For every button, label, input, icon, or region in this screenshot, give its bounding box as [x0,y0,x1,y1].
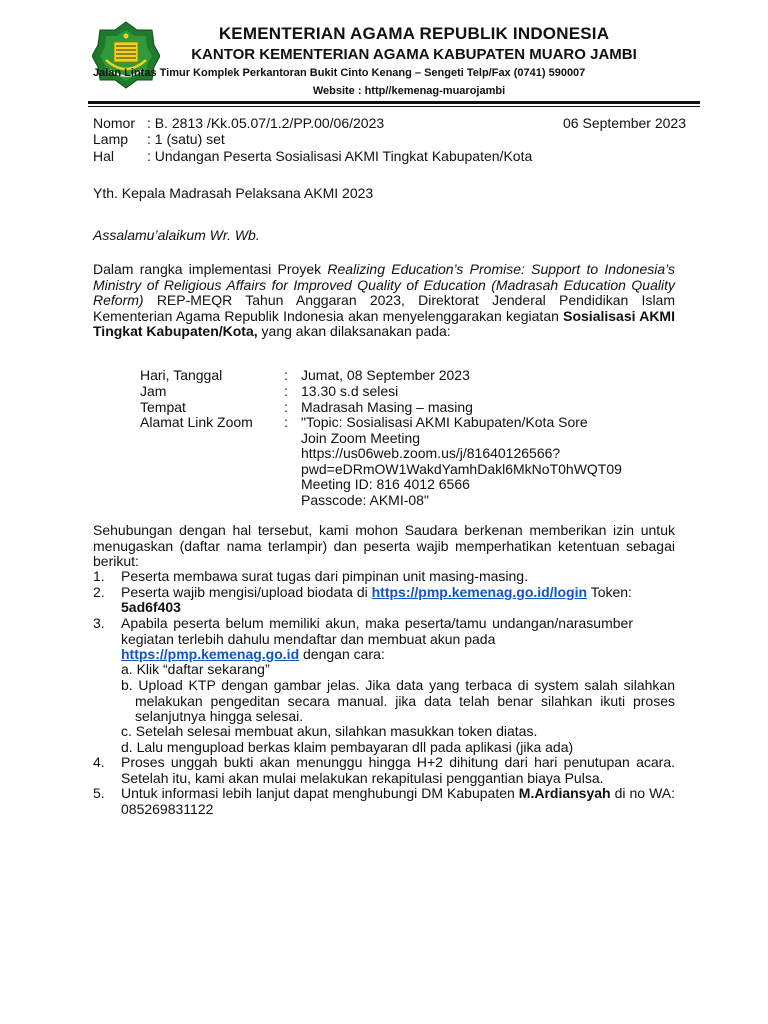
intro-event-name: Sosialisasi AKMI Tingkat Kabupaten/Kota, [93,307,675,340]
schedule-value-day: Jumat, 08 September 2023 [301,367,470,383]
list-number: 4. [93,754,105,770]
letterhead-address: Jalan Lintas Timur Komplek Perkantoran Bukit Cinto Kenang – Sengeti Telp/Fax (0741) 590007 [93,67,586,79]
list-item-4: Proses unggah bukti akan menunggu hingga H+2 dihitung dari hari penutupan acara. Setelah itu, kami akan mulai melakukan rekapitulasi penggantian biaya Pulsa. [121,754,675,786]
letter-date: 06 September 2023 [563,115,686,131]
schedule-sep-day: : [284,367,288,383]
intro-text-2: REP-MEQR Tahun Anggaran 2023, Direktorat Jenderal Pendidikan Islam Kementerian Agama Republik Indonesia akan menyelenggarakan kegiatan [93,292,675,324]
zoom-line[interactable]: https://us06web.zoom.us/j/81640126566? [301,445,561,461]
sub-item-a: a. Klik “daftar sekarang” [121,661,270,677]
list-item-1: Peserta membawa surat tugas dari pimpinan unit masing-masing. [121,568,528,584]
letterhead-website: Website : http//kemenag-muarojambi [312,85,506,97]
token-value: 5ad6f403 [121,599,181,615]
contact-name: M.Ardiansyah [518,785,611,801]
recipient: Yth. Kepala Madrasah Pelaksana AKMI 2023 [93,185,374,201]
list-item-2-text: Peserta wajib mengisi/upload biodata di [121,584,372,600]
schedule-label-day: Hari, Tanggal [140,367,223,383]
schedule-value-time: 13.30 s.d selesi [301,383,399,399]
lamp-value: : 1 (satu) set [147,131,225,147]
list-number: 5. [93,785,105,801]
pmp-login-link[interactable]: https://pmp.kemenag.go.id/login [371,584,588,600]
letterhead-rule-thin [88,106,700,107]
hal-value: : Undangan Peserta Sosialisasi AKMI Tingkat Kabupaten/Kota [147,148,533,164]
hal-label: Hal [93,148,115,164]
nomor-value: : B. 2813 /Kk.05.07/1.2/PP.00/06/2023 [147,115,385,131]
schedule-value-place: Madrasah Masing – masing [301,399,473,415]
list-item-2-token-label: Token: [587,584,632,600]
list-item-5-phone: di no WA: 085269831122 [121,785,675,817]
list-item-3: Apabila peserta belum memiliki akun, maka peserta/tamu undangan/narasumber kegiatan terlebih dahulu mendaftar dan membuat akun pada [121,615,633,647]
sub-item-b: b. Upload KTP dengan gambar jelas. Jika data yang terbaca di system salah silahkan melakukan pengeditan secara manual. jika data telah benar silahkan ikuti proses selanjutnya hingga selesai. [121,677,675,725]
sub-item-c: c. Setelah selesai membuat akun, silahkan masukkan token diatas. [121,723,538,739]
list-item-3-method: dengan cara: [299,646,385,662]
schedule-sep-place: : [284,399,288,415]
sub-item-d: d. Lalu mengupload berkas klaim pembayaran dll pada aplikasi (jika ada) [121,739,574,755]
body-paragraph-2: Sehubungan dengan hal tersebut, kami mohon Saudara berkenan memberikan izin untuk menugaskan (daftar nama terlampir) dan peserta wajib memperhatikan ketentuan sebagai berikut: [93,522,675,570]
intro-text-3: yang akan dilaksanakan pada: [257,323,451,340]
pmp-home-link[interactable]: https://pmp.kemenag.go.id [121,646,300,662]
list-item-5 [121,786,675,817]
letterhead-rule-thick [88,101,700,104]
list-number: 1. [93,568,105,584]
schedule-label-time: Jam [140,383,167,399]
list-item-2 [121,585,675,601]
schedule-sep-zoom: : [284,414,288,430]
nomor-label: Nomor [93,115,136,131]
schedule-label-zoom: Alamat Link Zoom [140,414,253,430]
letterhead-ministry: KEMENTERIAN AGAMA REPUBLIK INDONESIA [218,24,610,43]
lamp-label: Lamp [93,131,129,147]
schedule-sep-time: : [284,383,288,399]
list-item-5-text: Untuk informasi lebih lanjut dapat menghubungi DM Kabupaten [121,785,519,801]
zoom-line: Passcode: AKMI-08" [301,492,429,508]
letterhead-office: KANTOR KEMENTERIAN AGAMA KABUPATEN MUARO JAMBI [191,46,637,63]
schedule-value-zoom: "Topic: Sosialisasi AKMI Kabupaten/Kota Sore [301,414,588,430]
schedule-label-place: Tempat [140,399,186,415]
zoom-line[interactable]: pwd=eDRmOW1WakdYamhDakl6MkNoT0hWQT09 [301,461,622,477]
list-number: 3. [93,615,105,631]
zoom-line: Join Zoom Meeting [301,430,421,446]
intro-paragraph [93,262,675,340]
greeting: Assalamu’alaikum Wr. Wb. [93,227,260,243]
intro-project-name: Realizing Education’s Promise: Support to Indonesia’s Ministry of Religious Affairs for Improved Quality of Education (Madrasah Education Quality Reform) [93,261,675,309]
intro-text-1: Dalam rangka implementasi Proyek [93,261,328,277]
list-number: 2. [93,584,105,600]
zoom-line: Meeting ID: 816 4012 6566 [301,476,470,492]
